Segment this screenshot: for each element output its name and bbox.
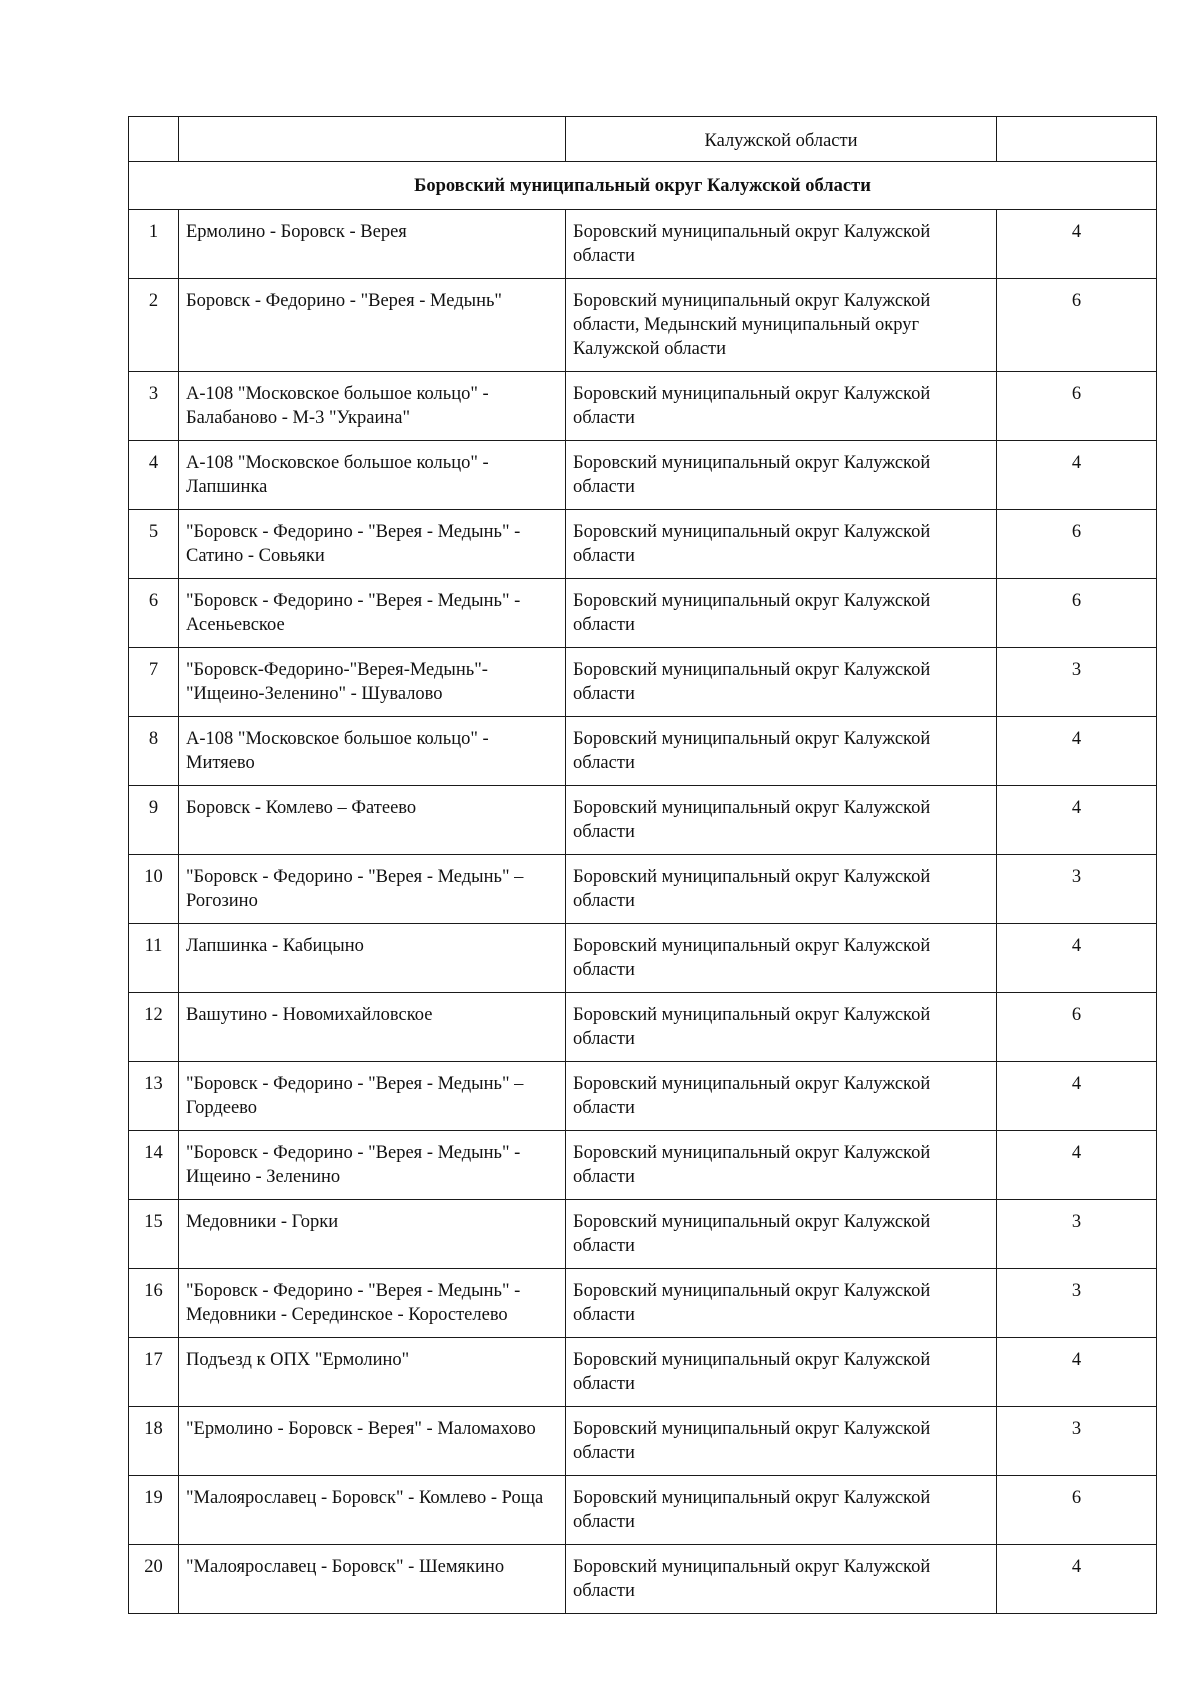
document-page <box>128 116 1156 1614</box>
cell-length: 4 <box>997 924 1157 993</box>
cell-municipality: Боровский муниципальный округ Калужской области <box>566 717 997 786</box>
cell-length: 3 <box>997 855 1157 924</box>
cell-number: 6 <box>129 579 179 648</box>
section-title: Боровский муниципальный округ Калужской области <box>129 162 1157 210</box>
cell-road-name: "Боровск - Федорино - "Верея - Медынь" - Ищеино - Зеленино <box>179 1131 566 1200</box>
cell-municipality: Боровский муниципальный округ Калужской области <box>566 1545 997 1614</box>
cell-number: 1 <box>129 210 179 279</box>
cell-number: 19 <box>129 1476 179 1545</box>
cell-road-name: "Боровск - Федорино - "Верея - Медынь" - Асеньевское <box>179 579 566 648</box>
cell-number: 15 <box>129 1200 179 1269</box>
cell-road-name: "Боровск - Федорино - "Верея - Медынь" - Сатино - Совьяки <box>179 510 566 579</box>
cell-number: 4 <box>129 441 179 510</box>
table-row <box>129 1062 1157 1131</box>
cell-number: 18 <box>129 1407 179 1476</box>
table-row <box>129 579 1157 648</box>
roads-table <box>128 116 1157 1614</box>
cell-road-name: Подъезд к ОПХ "Ермолино" <box>179 1338 566 1407</box>
table-row <box>129 648 1157 717</box>
cell-municipality: Боровский муниципальный округ Калужской области <box>566 1062 997 1131</box>
table-row <box>129 1338 1157 1407</box>
cell-municipality: Боровский муниципальный округ Калужской области <box>566 1476 997 1545</box>
cell-length <box>997 117 1157 162</box>
cell-length: 4 <box>997 786 1157 855</box>
cell-length: 4 <box>997 441 1157 510</box>
cell-road-name: А-108 "Московское большое кольцо" - Лапшинка <box>179 441 566 510</box>
cell-number: 14 <box>129 1131 179 1200</box>
cell-length: 4 <box>997 1545 1157 1614</box>
cell-length: 6 <box>997 279 1157 372</box>
cell-number: 12 <box>129 993 179 1062</box>
cell-road-name: Вашутино - Новомихайловское <box>179 993 566 1062</box>
cell-road-name: "Боровск - Федорино - "Верея - Медынь" - Медовники - Серединское - Коростелево <box>179 1269 566 1338</box>
table-row <box>129 924 1157 993</box>
cell-length: 6 <box>997 993 1157 1062</box>
cell-municipality: Боровский муниципальный округ Калужской области <box>566 510 997 579</box>
cell-length: 6 <box>997 510 1157 579</box>
cell-length: 3 <box>997 1407 1157 1476</box>
cell-municipality: Боровский муниципальный округ Калужской области <box>566 1200 997 1269</box>
table-row <box>129 786 1157 855</box>
cell-road-name: А-108 "Московское большое кольцо" - Митяево <box>179 717 566 786</box>
table-row <box>129 372 1157 441</box>
cell-road-name: Ермолино - Боровск - Верея <box>179 210 566 279</box>
cell-municipality: Боровский муниципальный округ Калужской области, Медынский муниципальный округ Калужской области <box>566 279 997 372</box>
cell-length: 3 <box>997 1269 1157 1338</box>
cell-municipality: Боровский муниципальный округ Калужской области <box>566 1131 997 1200</box>
continuation-row <box>129 117 1157 162</box>
cell-road-name: Боровск - Федорино - "Верея - Медынь" <box>179 279 566 372</box>
cell-length: 6 <box>997 1476 1157 1545</box>
cell-number: 3 <box>129 372 179 441</box>
cell-number: 9 <box>129 786 179 855</box>
cell-length: 6 <box>997 579 1157 648</box>
cell-municipality: Боровский муниципальный округ Калужской области <box>566 1407 997 1476</box>
cell-municipality: Боровский муниципальный округ Калужской области <box>566 924 997 993</box>
cell-municipality: Боровский муниципальный округ Калужской области <box>566 855 997 924</box>
cell-road-name: "Малоярославец - Боровск" - Комлево - Роща <box>179 1476 566 1545</box>
cell-road-name <box>179 117 566 162</box>
cell-length: 4 <box>997 1338 1157 1407</box>
table-row <box>129 279 1157 372</box>
cell-road-name: "Боровск-Федорино-"Верея-Медынь"-"Ищеино-Зеленино" - Шувалово <box>179 648 566 717</box>
cell-number: 11 <box>129 924 179 993</box>
cell-length: 3 <box>997 1200 1157 1269</box>
cell-number: 8 <box>129 717 179 786</box>
cell-municipality: Боровский муниципальный округ Калужской области <box>566 441 997 510</box>
cell-road-name: "Малоярославец - Боровск" - Шемякино <box>179 1545 566 1614</box>
table-row <box>129 717 1157 786</box>
table-row <box>129 510 1157 579</box>
cell-length: 6 <box>997 372 1157 441</box>
cell-road-name: "Боровск - Федорино - "Верея - Медынь" – Рогозино <box>179 855 566 924</box>
cell-municipality: Калужской области <box>566 117 997 162</box>
table-row <box>129 441 1157 510</box>
cell-length: 4 <box>997 1131 1157 1200</box>
cell-road-name: "Ермолино - Боровск - Верея" - Маломахово <box>179 1407 566 1476</box>
cell-number <box>129 117 179 162</box>
table-row <box>129 1407 1157 1476</box>
cell-municipality: Боровский муниципальный округ Калужской области <box>566 786 997 855</box>
cell-number: 17 <box>129 1338 179 1407</box>
cell-number: 2 <box>129 279 179 372</box>
section-header-row <box>129 162 1157 210</box>
cell-number: 13 <box>129 1062 179 1131</box>
cell-municipality: Боровский муниципальный округ Калужской области <box>566 648 997 717</box>
cell-municipality: Боровский муниципальный округ Калужской области <box>566 993 997 1062</box>
cell-road-name: Медовники - Горки <box>179 1200 566 1269</box>
cell-number: 10 <box>129 855 179 924</box>
cell-length: 4 <box>997 717 1157 786</box>
table-row <box>129 1269 1157 1338</box>
table-row <box>129 1131 1157 1200</box>
cell-number: 20 <box>129 1545 179 1614</box>
cell-length: 4 <box>997 1062 1157 1131</box>
cell-length: 4 <box>997 210 1157 279</box>
cell-road-name: "Боровск - Федорино - "Верея - Медынь" – Гордеево <box>179 1062 566 1131</box>
cell-number: 16 <box>129 1269 179 1338</box>
cell-road-name: А-108 "Московское большое кольцо" - Балабаново - М-3 "Украина" <box>179 372 566 441</box>
table-row <box>129 1476 1157 1545</box>
cell-number: 5 <box>129 510 179 579</box>
table-row <box>129 210 1157 279</box>
cell-municipality: Боровский муниципальный округ Калужской области <box>566 210 997 279</box>
table-row <box>129 993 1157 1062</box>
table-row <box>129 855 1157 924</box>
cell-municipality: Боровский муниципальный округ Калужской области <box>566 1269 997 1338</box>
table-row <box>129 1200 1157 1269</box>
cell-length: 3 <box>997 648 1157 717</box>
cell-road-name: Лапшинка - Кабицыно <box>179 924 566 993</box>
table-row <box>129 1545 1157 1614</box>
cell-municipality: Боровский муниципальный округ Калужской области <box>566 372 997 441</box>
cell-municipality: Боровский муниципальный округ Калужской области <box>566 579 997 648</box>
cell-road-name: Боровск - Комлево – Фатеево <box>179 786 566 855</box>
cell-number: 7 <box>129 648 179 717</box>
cell-municipality: Боровский муниципальный округ Калужской области <box>566 1338 997 1407</box>
